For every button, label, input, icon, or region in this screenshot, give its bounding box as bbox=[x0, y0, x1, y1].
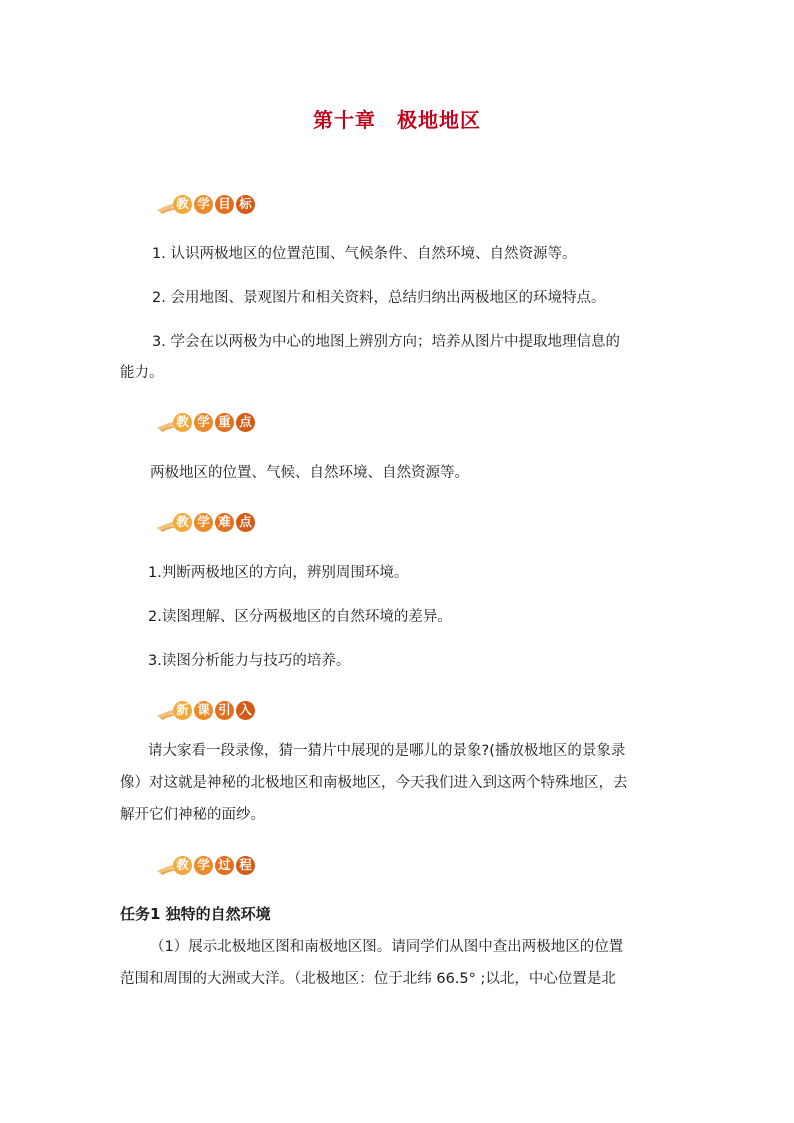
header-char: 目 bbox=[215, 195, 234, 214]
header-char: 课 bbox=[194, 701, 213, 720]
difficulty-item-2: 2.读图理解、区分两极地区的自然环境的差异。 bbox=[148, 609, 452, 625]
page-title: 第十章 极地地区 bbox=[313, 108, 481, 132]
header-char: 教 bbox=[173, 856, 192, 875]
task-heading: 任务1 独特的自然环境 bbox=[120, 905, 271, 923]
intro-paragraph-line-1: 请大家看一段录像，猜一猜片中展现的是哪儿的景象?(播放极地区的景象录 bbox=[148, 743, 626, 759]
header-char: 重 bbox=[215, 413, 234, 432]
header-char: 引 bbox=[215, 701, 234, 720]
header-char: 点 bbox=[236, 413, 255, 432]
goal-item-2: 2. 会用地图、景观图片和相关资料，总结归纳出两极地区的环境特点。 bbox=[152, 290, 606, 306]
section-header-teaching-goals bbox=[155, 192, 265, 218]
section-header-teaching-process bbox=[155, 853, 265, 879]
intro-paragraph-line-2: 像）对这就是神秘的北极地区和南极地区，今天我们进入到这两个特殊地区，去 bbox=[120, 775, 628, 791]
header-char: 程 bbox=[236, 856, 255, 875]
section-header-new-lesson-intro bbox=[155, 698, 265, 724]
header-char: 教 bbox=[173, 413, 192, 432]
header-char: 过 bbox=[215, 856, 234, 875]
section-header-key-points bbox=[155, 410, 265, 436]
header-char: 点 bbox=[236, 513, 255, 532]
header-char: 标 bbox=[236, 195, 255, 214]
header-char: 学 bbox=[194, 195, 213, 214]
intro-paragraph-line-3: 解开它们神秘的面纱。 bbox=[120, 807, 265, 823]
header-char: 难 bbox=[215, 513, 234, 532]
goal-item-3: 3. 学会在以两极为中心的地图上辨别方向；培养从图片中提取地理信息的 bbox=[152, 334, 620, 350]
key-points-text: 两极地区的位置、气候、自然环境、自然资源等。 bbox=[150, 465, 469, 481]
difficulty-item-3: 3.读图分析能力与技巧的培养。 bbox=[148, 653, 351, 669]
header-char: 学 bbox=[194, 513, 213, 532]
header-char: 教 bbox=[173, 195, 192, 214]
goal-item-3-continued: 能力。 bbox=[120, 365, 164, 381]
header-char: 学 bbox=[194, 856, 213, 875]
header-char: 新 bbox=[173, 701, 192, 720]
goal-item-1: 1. 认识两极地区的位置范围、气候条件、自然环境、自然资源等。 bbox=[152, 246, 577, 262]
header-char: 教 bbox=[173, 513, 192, 532]
section-header-difficulties bbox=[155, 510, 265, 536]
task-paragraph-line-2: 范围和周围的大洲或大洋。（北极地区：位于北纬 66.5° ;以北，中心位置是北 bbox=[120, 971, 616, 987]
difficulty-item-1: 1.判断两极地区的方向，辨别周围环境。 bbox=[148, 565, 409, 581]
header-char: 入 bbox=[236, 701, 255, 720]
task-paragraph-line-1: （1）展示北极地区图和南极地区图。请同学们从图中查出两极地区的位置 bbox=[150, 939, 624, 955]
header-char: 学 bbox=[194, 413, 213, 432]
